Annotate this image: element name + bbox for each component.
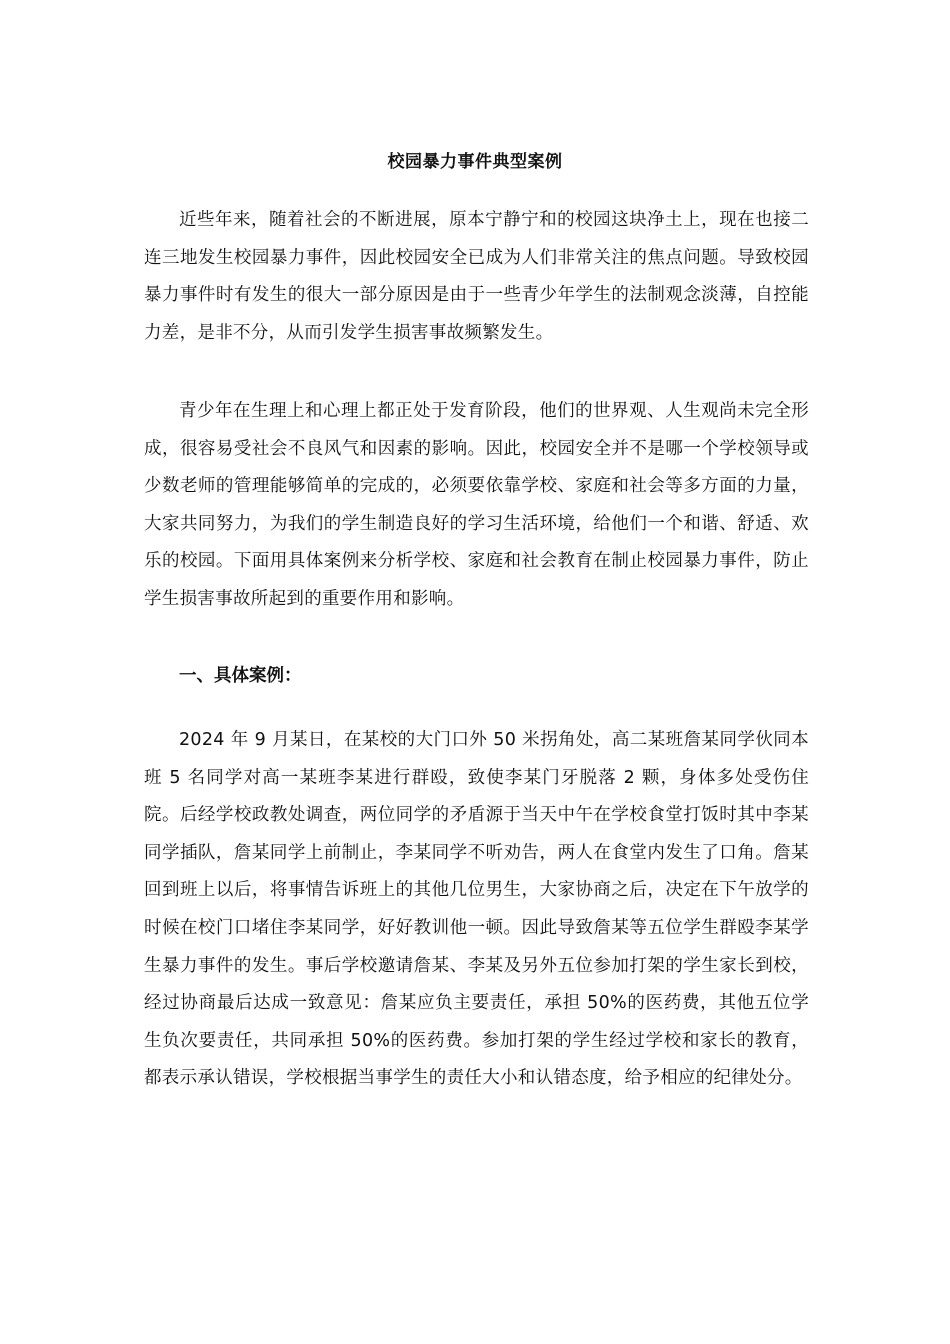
intro-paragraph: 近些年来，随着社会的不断进展，原本宁静宁和的校园这块净土上，现在也接二连三地发生校园暴力事件，因此校园安全已成为人们非常关注的焦点问题。导致校园暴力事件时有发生的很大一部分原因是由于一些青少年学生的法制观念淡薄，自控能力差，是非不分，从而引发学生损害事故频繁发生。: [144, 210, 809, 343]
document-title: 校园暴力事件典型案例: [387, 152, 563, 172]
section-heading: 一、具体案例：: [179, 666, 302, 686]
context-paragraph: 青少年在生理上和心理上都正处于发育阶段，他们的世界观、人生观尚未完全形成，很容易受社会不良风气和因素的影响。因此，校园安全并不是哪一个学校领导或少数老师的管理能够简单的完成的，必须要依靠学校、家庭和社会等多方面的力量，大家共同努力，为我们的学生制造良好的学习生活环境，给他们一个和谐、舒适、欢乐的校园。下面用具体案例来分析学校、家庭和社会教育在制止校园暴力事件，防止学生损害事故所起到的重要作用和影响。: [144, 401, 809, 609]
case-paragraph: 2024 年 9 月某日，在某校的大门口外 50 米拐角处，高二某班詹某同学伙同本班 5 名同学对高一某班李某进行群殴，致使李某门牙脱落 2 颗，身体多处受伤住院。后经学校政教处调查，两位同学的矛盾源于当天中午在学校食堂打饭时其中李某同学插队，詹某同学上前制止，李某同学不听劝告，两人在食堂内发生了口角。詹某回到班上以后，将事情告诉班上的其他几位男生，大家协商之后，决定在下午放学的时候在校门口堵住李某同学，好好教训他一顿。因此导致詹某等五位学生群殴李某学生暴力事件的发生。事后学校邀请詹某、李某及另外五位参加打架的学生家长到校，经过协商最后达成一致意见：詹某应负主要责任，承担 50%的医药费，其他五位学生负次要责任，共同承担 50%的医药费。参加打架的学生经过学校和家长的教育，都表示承认错误，学校根据当事学生的责任大小和认错态度，给予相应的纪律处分。: [144, 730, 809, 1089]
